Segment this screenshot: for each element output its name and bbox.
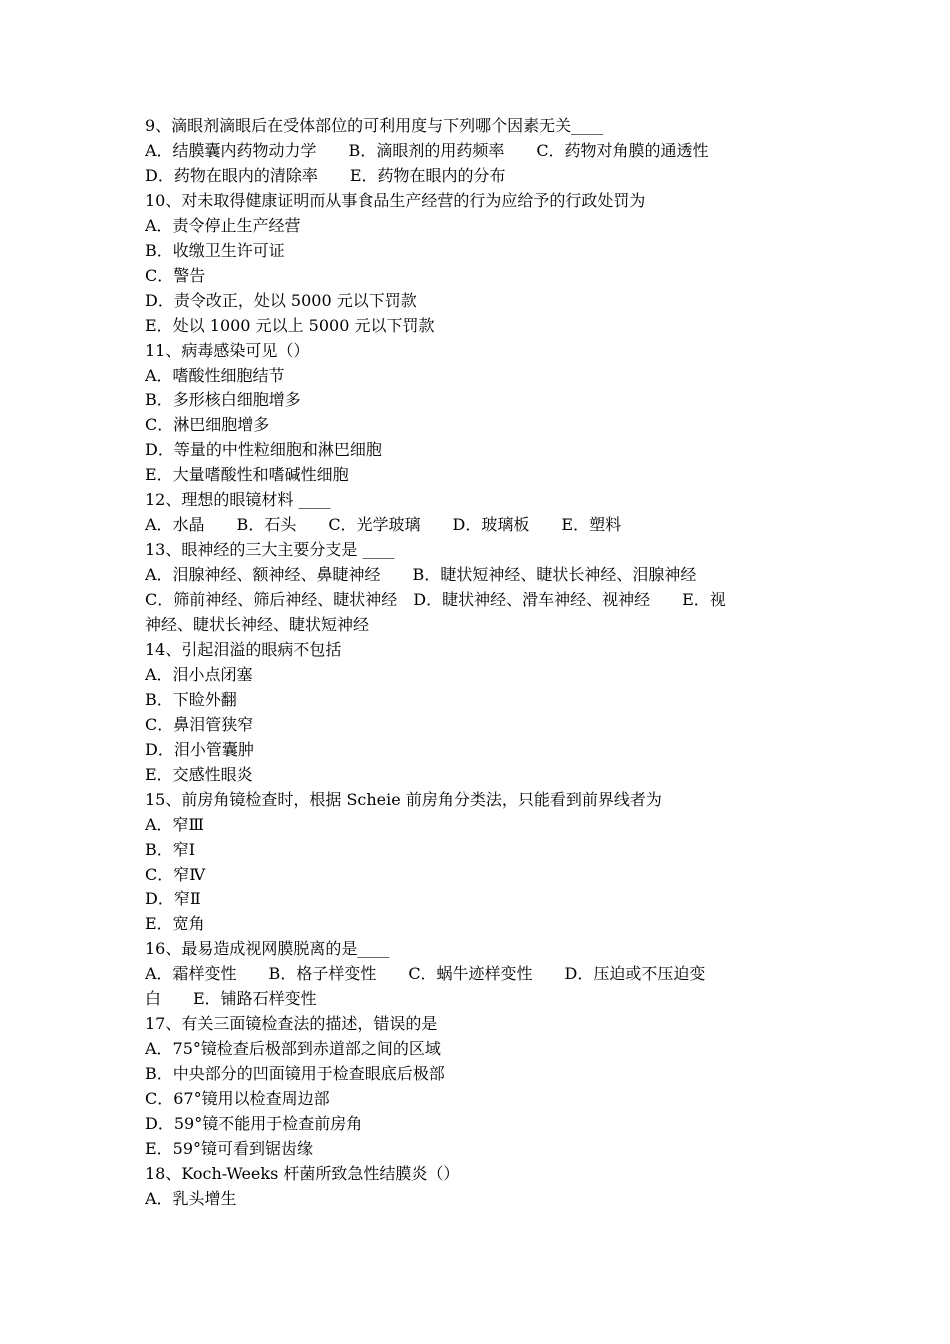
text-line: 白 E．铺路石样变性 bbox=[145, 989, 317, 1009]
text-line: E．59°镜可看到锯齿缘 bbox=[145, 1138, 314, 1158]
text-line: A．泪腺神经、额神经、鼻睫神经 B．睫状短神经、睫状长神经、泪腺神经 bbox=[145, 565, 697, 585]
text-line: C．窄Ⅳ bbox=[145, 864, 206, 884]
text-line: 15、前房角镜检查时，根据 Scheie 前房角分类法，只能看到前界线者为 bbox=[145, 789, 662, 809]
text-line: 17、有关三面镜检查法的描述，错误的是 bbox=[145, 1014, 438, 1034]
text-line: E．交感性眼炎 bbox=[145, 764, 253, 784]
text-line: 10、对未取得健康证明而从事食品生产经营的行为应给予的行政处罚为 bbox=[145, 190, 646, 210]
text-line: C．67°镜用以检查周边部 bbox=[145, 1089, 330, 1109]
text-line: A．霜样变性 B．格子样变性 C．蜗牛迹样变性 D．压迫或不压迫变 bbox=[145, 964, 706, 984]
text-line: A．窄Ⅲ bbox=[145, 814, 204, 834]
text-line: 神经、睫状长神经、睫状短神经 bbox=[145, 615, 370, 634]
text-line: 16、最易造成视网膜脱离的是____ bbox=[145, 939, 390, 959]
text-line: B．下睑外翻 bbox=[145, 689, 237, 709]
text-line: E．处以 1000 元以上 5000 元以下罚款 bbox=[145, 315, 435, 335]
text-line: D．泪小管囊肿 bbox=[145, 739, 254, 759]
text-line: C．筛前神经、筛后神经、睫状神经 D．睫状神经、滑车神经、视神经 E．视 bbox=[145, 590, 726, 610]
text-line: 13、眼神经的三大主要分支是 ____ bbox=[145, 540, 395, 560]
text-line: 11、病毒感染可见（） bbox=[145, 340, 310, 360]
text-line: A．责令停止生产经营 bbox=[145, 215, 301, 235]
text-line: 12、理想的眼镜材料 ____ bbox=[145, 490, 331, 510]
text-line: D．药物在眼内的清除率 E．药物在眼内的分布 bbox=[145, 165, 506, 185]
text-line: D．窄Ⅱ bbox=[145, 889, 201, 909]
text-line: E．宽角 bbox=[145, 914, 205, 934]
text-line: A．75°镜检查后极部到赤道部之间的区域 bbox=[145, 1039, 441, 1059]
text-line: E．大量嗜酸性和嗜碱性细胞 bbox=[145, 465, 349, 485]
text-line: B．多形核白细胞增多 bbox=[145, 390, 301, 410]
text-line: 9、滴眼剂滴眼后在受体部位的可利用度与下列哪个因素无关____ bbox=[145, 116, 604, 135]
text-line: C．警告 bbox=[145, 265, 206, 285]
text-line: B．窄Ⅰ bbox=[145, 839, 196, 859]
text-line: B．中央部分的凹面镜用于检查眼底后极部 bbox=[145, 1064, 445, 1084]
text-line: 18、Koch-Weeks 杆菌所致急性结膜炎（） bbox=[145, 1163, 460, 1183]
text-line: 14、引起泪溢的眼病不包括 bbox=[145, 639, 342, 659]
text-line: C．鼻泪管狭窄 bbox=[145, 714, 254, 734]
text-line: A．结膜囊内药物动力学 B．滴眼剂的用药频率 C．药物对角膜的通透性 bbox=[145, 140, 709, 160]
text-line: D．责令改正，处以 5000 元以下罚款 bbox=[145, 290, 417, 310]
text-line: B．收缴卫生许可证 bbox=[145, 240, 285, 260]
text-line: A．嗜酸性细胞结节 bbox=[145, 365, 285, 385]
text-line: A．水晶 B．石头 C．光学玻璃 D．玻璃板 E．塑料 bbox=[145, 515, 622, 535]
text-line: A．乳头增生 bbox=[145, 1188, 237, 1208]
text-line: D．59°镜不能用于检查前房角 bbox=[145, 1114, 363, 1133]
text-line: D．等量的中性粒细胞和淋巴细胞 bbox=[145, 440, 382, 460]
text-line: C．淋巴细胞增多 bbox=[145, 415, 270, 435]
text-line: A．泪小点闭塞 bbox=[145, 664, 253, 684]
